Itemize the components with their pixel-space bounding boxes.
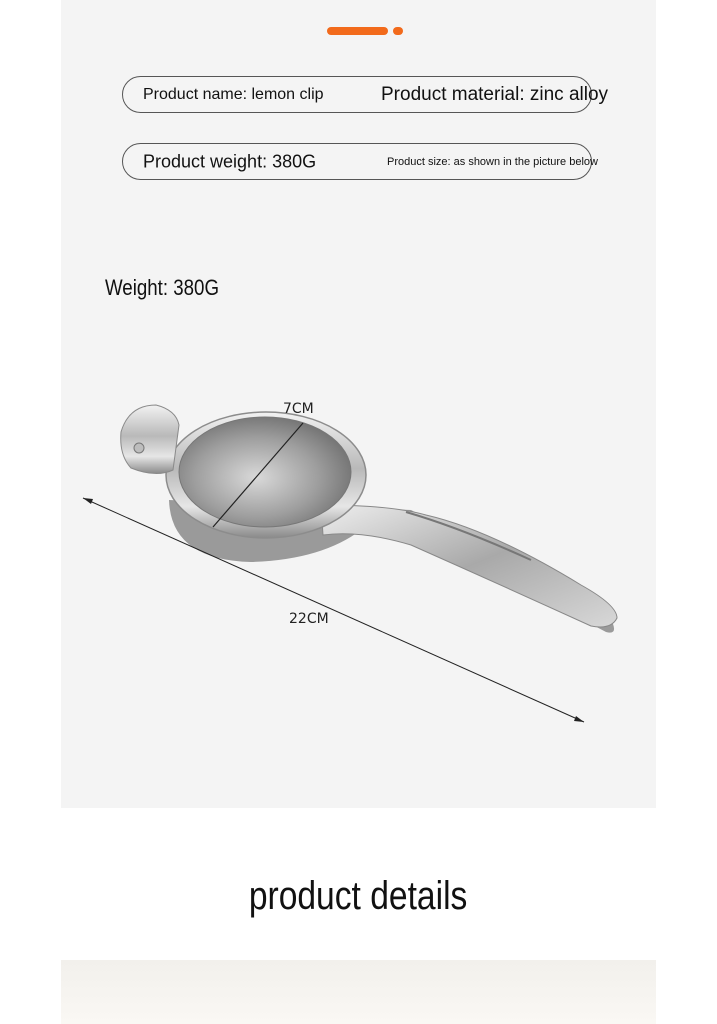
product-name-label: Product name: lemon clip [143, 85, 324, 103]
product-material-label: Product material: zinc alloy [381, 83, 609, 105]
length-arrow-end [574, 716, 584, 722]
squeezer-bowl [179, 417, 351, 527]
length-label: 22CM [289, 611, 329, 627]
details-image-panel [61, 960, 656, 1024]
hinge-pin [134, 443, 144, 453]
product-details-title: product details [249, 874, 468, 918]
length-arrow-start [83, 498, 93, 504]
weight-caption: Weight: 380G [105, 275, 220, 300]
product-size-label: Product size: as shown in the picture below [387, 155, 598, 168]
squeezer-handle [321, 505, 617, 627]
spec-panel [61, 0, 656, 808]
product-weight-label: Product weight: 380G [143, 151, 317, 171]
lemon-squeezer-image [61, 0, 656, 808]
squeezer-hinge [121, 405, 179, 474]
diameter-label: 7CM [283, 401, 314, 417]
